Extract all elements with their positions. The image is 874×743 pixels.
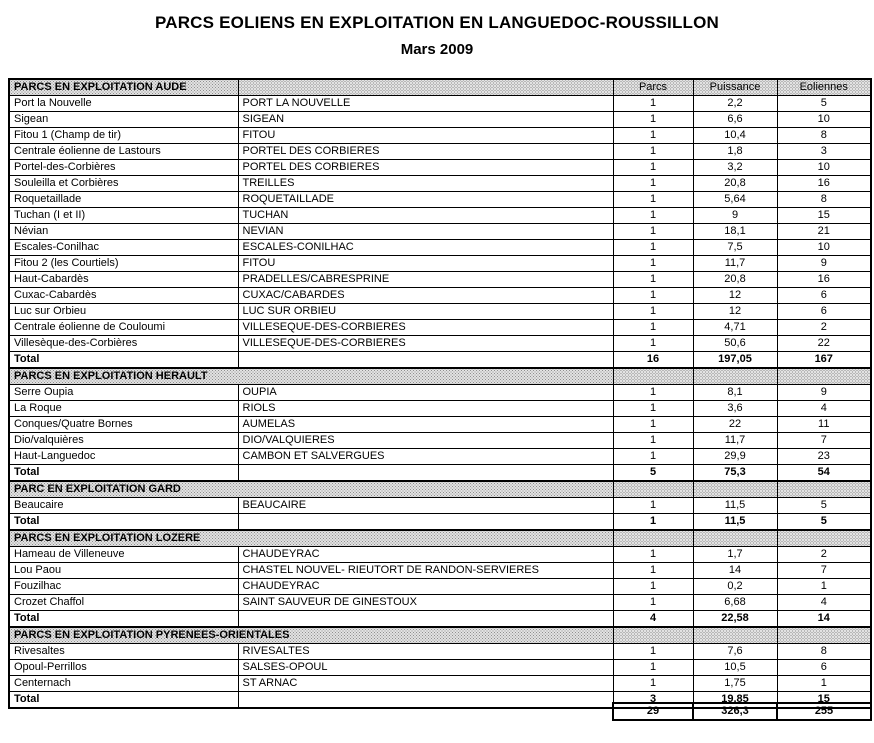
puissance-cell: 11,7 <box>693 256 777 272</box>
commune-cell: ROQUETAILLADE <box>238 192 613 208</box>
puissance-cell: 20,8 <box>693 176 777 192</box>
total-label-cell: Total <box>9 352 238 369</box>
total-label-cell: Total <box>9 692 238 709</box>
commune-cell: TUCHAN <box>238 208 613 224</box>
parcs-cell: 1 <box>613 563 693 579</box>
eoliennes-cell: 1 <box>777 579 871 595</box>
park-name-cell: Tuchan (I et II) <box>9 208 238 224</box>
puissance-cell: 22 <box>693 417 777 433</box>
section-total-row <box>9 465 871 482</box>
commune-cell: CUXAC/CABARDES <box>238 288 613 304</box>
puissance-cell: 7,5 <box>693 240 777 256</box>
table-row <box>9 579 871 595</box>
parcs-cell: 1 <box>613 336 693 352</box>
section-header-row <box>9 368 871 385</box>
eoliennes-cell: 23 <box>777 449 871 465</box>
commune-cell: FITOU <box>238 128 613 144</box>
grand-total-eoliennes-cell: 255 <box>777 703 871 720</box>
eoliennes-cell: 4 <box>777 401 871 417</box>
total-parcs-cell: 5 <box>613 465 693 482</box>
table-row <box>9 128 871 144</box>
commune-cell: DIO/VALQUIERES <box>238 433 613 449</box>
commune-cell: VILLESEQUE-DES-CORBIERES <box>238 320 613 336</box>
grand-total-table <box>612 702 872 721</box>
parcs-cell: 1 <box>613 385 693 401</box>
eoliennes-cell: 16 <box>777 176 871 192</box>
park-name-cell: Sigean <box>9 112 238 128</box>
table-row <box>9 144 871 160</box>
commune-cell: SALSES-OPOUL <box>238 660 613 676</box>
eoliennes-cell: 8 <box>777 192 871 208</box>
puissance-cell: 20,8 <box>693 272 777 288</box>
commune-cell: CHASTEL NOUVEL- RIEUTORT DE RANDON-SERVIERES <box>238 563 613 579</box>
eoliennes-cell: 9 <box>777 385 871 401</box>
parcs-cell: 1 <box>613 192 693 208</box>
table-row <box>9 563 871 579</box>
section-header-filler <box>613 530 693 547</box>
table-row <box>9 433 871 449</box>
eoliennes-cell: 6 <box>777 304 871 320</box>
eoliennes-cell: 9 <box>777 256 871 272</box>
table-row <box>9 96 871 112</box>
puissance-cell: 1,75 <box>693 676 777 692</box>
section-header-row <box>9 79 871 96</box>
puissance-cell: 0,2 <box>693 579 777 595</box>
parcs-cell: 1 <box>613 128 693 144</box>
commune-cell: OUPIA <box>238 385 613 401</box>
section-header-filler <box>238 79 613 96</box>
column-header-puissance: Puissance <box>693 79 777 96</box>
total-filler-cell <box>238 514 613 531</box>
puissance-cell: 5,64 <box>693 192 777 208</box>
section-header-filler <box>777 627 871 644</box>
puissance-cell: 10,5 <box>693 660 777 676</box>
eoliennes-cell: 8 <box>777 644 871 660</box>
commune-cell: TREILLES <box>238 176 613 192</box>
parcs-cell: 1 <box>613 401 693 417</box>
section-total-row <box>9 514 871 531</box>
commune-cell: NEVIAN <box>238 224 613 240</box>
table-row <box>9 272 871 288</box>
total-eoliennes-cell: 14 <box>777 611 871 628</box>
eoliennes-cell: 2 <box>777 320 871 336</box>
commune-cell: FITOU <box>238 256 613 272</box>
table-row <box>9 176 871 192</box>
parcs-cell: 1 <box>613 256 693 272</box>
table-row <box>9 304 871 320</box>
table-row <box>9 112 871 128</box>
commune-cell: PORTEL DES CORBIERES <box>238 144 613 160</box>
section-header-row <box>9 627 871 644</box>
puissance-cell: 9 <box>693 208 777 224</box>
eoliennes-cell: 11 <box>777 417 871 433</box>
section-title: PARC EN EXPLOITATION GARD <box>9 481 613 498</box>
total-puissance-cell: 22,58 <box>693 611 777 628</box>
total-label-cell: Total <box>9 514 238 531</box>
park-name-cell: Centrale éolienne de Couloumi <box>9 320 238 336</box>
park-name-cell: Rivesaltes <box>9 644 238 660</box>
total-eoliennes-cell: 167 <box>777 352 871 369</box>
table-row <box>9 547 871 563</box>
commune-cell: SIGEAN <box>238 112 613 128</box>
eoliennes-cell: 1 <box>777 676 871 692</box>
puissance-cell: 18,1 <box>693 224 777 240</box>
commune-cell: LUC SUR ORBIEU <box>238 304 613 320</box>
puissance-cell: 6,6 <box>693 112 777 128</box>
eoliennes-cell: 10 <box>777 160 871 176</box>
table-row <box>9 401 871 417</box>
parcs-cell: 1 <box>613 96 693 112</box>
commune-cell: RIOLS <box>238 401 613 417</box>
table-row <box>9 288 871 304</box>
park-name-cell: Roquetaillade <box>9 192 238 208</box>
document-subtitle: Mars 2009 <box>400 41 474 58</box>
section-header-filler <box>777 481 871 498</box>
commune-cell: ST ARNAC <box>238 676 613 692</box>
park-name-cell: Fitou 2 (les Courtiels) <box>9 256 238 272</box>
park-name-cell: Crozet Chaffol <box>9 595 238 611</box>
total-filler-cell <box>238 352 613 369</box>
commune-cell: CHAUDEYRAC <box>238 579 613 595</box>
table-row <box>9 385 871 401</box>
park-name-cell: Beaucaire <box>9 498 238 514</box>
puissance-cell: 3,6 <box>693 401 777 417</box>
park-name-cell: Haut-Cabardès <box>9 272 238 288</box>
park-name-cell: Dio/valquières <box>9 433 238 449</box>
total-eoliennes-cell: 54 <box>777 465 871 482</box>
puissance-cell: 3,2 <box>693 160 777 176</box>
eoliennes-cell: 5 <box>777 96 871 112</box>
park-name-cell: Souleilla et Corbières <box>9 176 238 192</box>
park-name-cell: Fouzilhac <box>9 579 238 595</box>
parcs-cell: 1 <box>613 676 693 692</box>
puissance-cell: 14 <box>693 563 777 579</box>
grand-total-puissance-cell: 326,3 <box>693 703 777 720</box>
section-header-filler <box>777 368 871 385</box>
total-puissance-cell: 19,85 <box>693 692 777 709</box>
parcs-cell: 1 <box>613 304 693 320</box>
eoliennes-cell: 5 <box>777 498 871 514</box>
total-puissance-cell: 11,5 <box>693 514 777 531</box>
section-total-row <box>9 352 871 369</box>
park-name-cell: Port la Nouvelle <box>9 96 238 112</box>
column-header-parcs: Parcs <box>613 79 693 96</box>
eoliennes-cell: 2 <box>777 547 871 563</box>
section-total-row <box>9 611 871 628</box>
puissance-cell: 6,68 <box>693 595 777 611</box>
puissance-cell: 2,2 <box>693 96 777 112</box>
parcs-cell: 1 <box>613 579 693 595</box>
total-parcs-cell: 4 <box>613 611 693 628</box>
parcs-cell: 1 <box>613 208 693 224</box>
puissance-cell: 8,1 <box>693 385 777 401</box>
parcs-cell: 1 <box>613 547 693 563</box>
section-header-filler <box>613 368 693 385</box>
section-title: PARCS EN EXPLOITATION LOZERE <box>9 530 613 547</box>
section-header-filler <box>693 368 777 385</box>
commune-cell: CAMBON ET SALVERGUES <box>238 449 613 465</box>
table-row <box>9 192 871 208</box>
table-row <box>9 449 871 465</box>
section-header-row <box>9 530 871 547</box>
total-parcs-cell: 1 <box>613 514 693 531</box>
eoliennes-cell: 21 <box>777 224 871 240</box>
document-title: PARCS EOLIENS EN EXPLOITATION EN LANGUEDOC-ROUSSILLON <box>154 13 720 32</box>
total-eoliennes-cell: 15 <box>777 692 871 709</box>
park-name-cell: Opoul-Perrillos <box>9 660 238 676</box>
parcs-cell: 1 <box>613 417 693 433</box>
commune-cell: PORTEL DES CORBIERES <box>238 160 613 176</box>
commune-cell: RIVESALTES <box>238 644 613 660</box>
section-header-filler <box>693 530 777 547</box>
parcs-cell: 1 <box>613 595 693 611</box>
park-name-cell: Cuxac-Cabardès <box>9 288 238 304</box>
section-title: PARCS EN EXPLOITATION HERAULT <box>9 368 613 385</box>
park-name-cell: Lou Paou <box>9 563 238 579</box>
commune-cell: PRADELLES/CABRESPRINE <box>238 272 613 288</box>
table-row <box>9 240 871 256</box>
park-name-cell: Fitou 1 (Champ de tir) <box>9 128 238 144</box>
table-row <box>9 498 871 514</box>
eoliennes-cell: 8 <box>777 128 871 144</box>
parcs-cell: 1 <box>613 176 693 192</box>
park-name-cell: La Roque <box>9 401 238 417</box>
puissance-cell: 11,5 <box>693 498 777 514</box>
section-title: PARCS EN EXPLOITATION PYRENEES-ORIENTALES <box>9 627 613 644</box>
parcs-table <box>8 78 872 709</box>
puissance-cell: 10,4 <box>693 128 777 144</box>
total-filler-cell <box>238 611 613 628</box>
section-header-filler <box>693 481 777 498</box>
table-row <box>9 208 871 224</box>
puissance-cell: 12 <box>693 304 777 320</box>
parcs-cell: 1 <box>613 320 693 336</box>
parcs-cell: 1 <box>613 144 693 160</box>
eoliennes-cell: 10 <box>777 112 871 128</box>
grand-total-row <box>613 703 871 720</box>
park-name-cell: Centernach <box>9 676 238 692</box>
park-name-cell: Portel-des-Corbières <box>9 160 238 176</box>
commune-cell: PORT LA NOUVELLE <box>238 96 613 112</box>
total-puissance-cell: 75,3 <box>693 465 777 482</box>
parcs-cell: 1 <box>613 160 693 176</box>
table-row <box>9 160 871 176</box>
park-name-cell: Névian <box>9 224 238 240</box>
table-row <box>9 336 871 352</box>
total-label-cell: Total <box>9 611 238 628</box>
table-row <box>9 660 871 676</box>
puissance-cell: 7,6 <box>693 644 777 660</box>
parcs-cell: 1 <box>613 498 693 514</box>
puissance-cell: 29,9 <box>693 449 777 465</box>
parcs-cell: 1 <box>613 224 693 240</box>
section-header-filler <box>613 627 693 644</box>
park-name-cell: Haut-Languedoc <box>9 449 238 465</box>
table-row <box>9 256 871 272</box>
puissance-cell: 11,7 <box>693 433 777 449</box>
park-name-cell: Serre Oupia <box>9 385 238 401</box>
park-name-cell: Luc sur Orbieu <box>9 304 238 320</box>
park-name-cell: Hameau de Villeneuve <box>9 547 238 563</box>
section-header-row <box>9 481 871 498</box>
section-header-filler <box>693 627 777 644</box>
commune-cell: BEAUCAIRE <box>238 498 613 514</box>
grand-total-parcs-cell: 29 <box>613 703 693 720</box>
parcs-cell: 1 <box>613 644 693 660</box>
total-parcs-cell: 16 <box>613 352 693 369</box>
eoliennes-cell: 15 <box>777 208 871 224</box>
eoliennes-cell: 22 <box>777 336 871 352</box>
eoliennes-cell: 6 <box>777 660 871 676</box>
commune-cell: CHAUDEYRAC <box>238 547 613 563</box>
park-name-cell: Centrale éolienne de Lastours <box>9 144 238 160</box>
total-filler-cell <box>238 465 613 482</box>
section-header-filler <box>777 530 871 547</box>
eoliennes-cell: 6 <box>777 288 871 304</box>
table-row <box>9 224 871 240</box>
eoliennes-cell: 3 <box>777 144 871 160</box>
column-header-eoliennes: Eoliennes <box>777 79 871 96</box>
parcs-cell: 1 <box>613 240 693 256</box>
section-header-filler <box>613 481 693 498</box>
eoliennes-cell: 7 <box>777 433 871 449</box>
puissance-cell: 4,71 <box>693 320 777 336</box>
table-row <box>9 676 871 692</box>
park-name-cell: Escales-Conilhac <box>9 240 238 256</box>
parcs-cell: 1 <box>613 272 693 288</box>
parcs-cell: 1 <box>613 433 693 449</box>
table-row <box>9 320 871 336</box>
eoliennes-cell: 10 <box>777 240 871 256</box>
eoliennes-cell: 7 <box>777 563 871 579</box>
parcs-cell: 1 <box>613 449 693 465</box>
commune-cell: ESCALES-CONILHAC <box>238 240 613 256</box>
eoliennes-cell: 16 <box>777 272 871 288</box>
table-row <box>9 644 871 660</box>
total-label-cell: Total <box>9 465 238 482</box>
total-filler-cell <box>238 692 613 709</box>
parcs-cell: 1 <box>613 660 693 676</box>
parcs-cell: 1 <box>613 112 693 128</box>
puissance-cell: 1,7 <box>693 547 777 563</box>
puissance-cell: 12 <box>693 288 777 304</box>
puissance-cell: 1,8 <box>693 144 777 160</box>
total-puissance-cell: 197,05 <box>693 352 777 369</box>
table-row <box>9 417 871 433</box>
puissance-cell: 50,6 <box>693 336 777 352</box>
section-title: PARCS EN EXPLOITATION AUDE <box>9 79 238 96</box>
commune-cell: SAINT SAUVEUR DE GINESTOUX <box>238 595 613 611</box>
park-name-cell: Villesèque-des-Corbières <box>9 336 238 352</box>
eoliennes-cell: 4 <box>777 595 871 611</box>
table-row <box>9 595 871 611</box>
commune-cell: AUMELAS <box>238 417 613 433</box>
park-name-cell: Conques/Quatre Bornes <box>9 417 238 433</box>
commune-cell: VILLESEQUE-DES-CORBIERES <box>238 336 613 352</box>
total-parcs-cell: 3 <box>613 692 693 709</box>
parcs-cell: 1 <box>613 288 693 304</box>
total-eoliennes-cell: 5 <box>777 514 871 531</box>
